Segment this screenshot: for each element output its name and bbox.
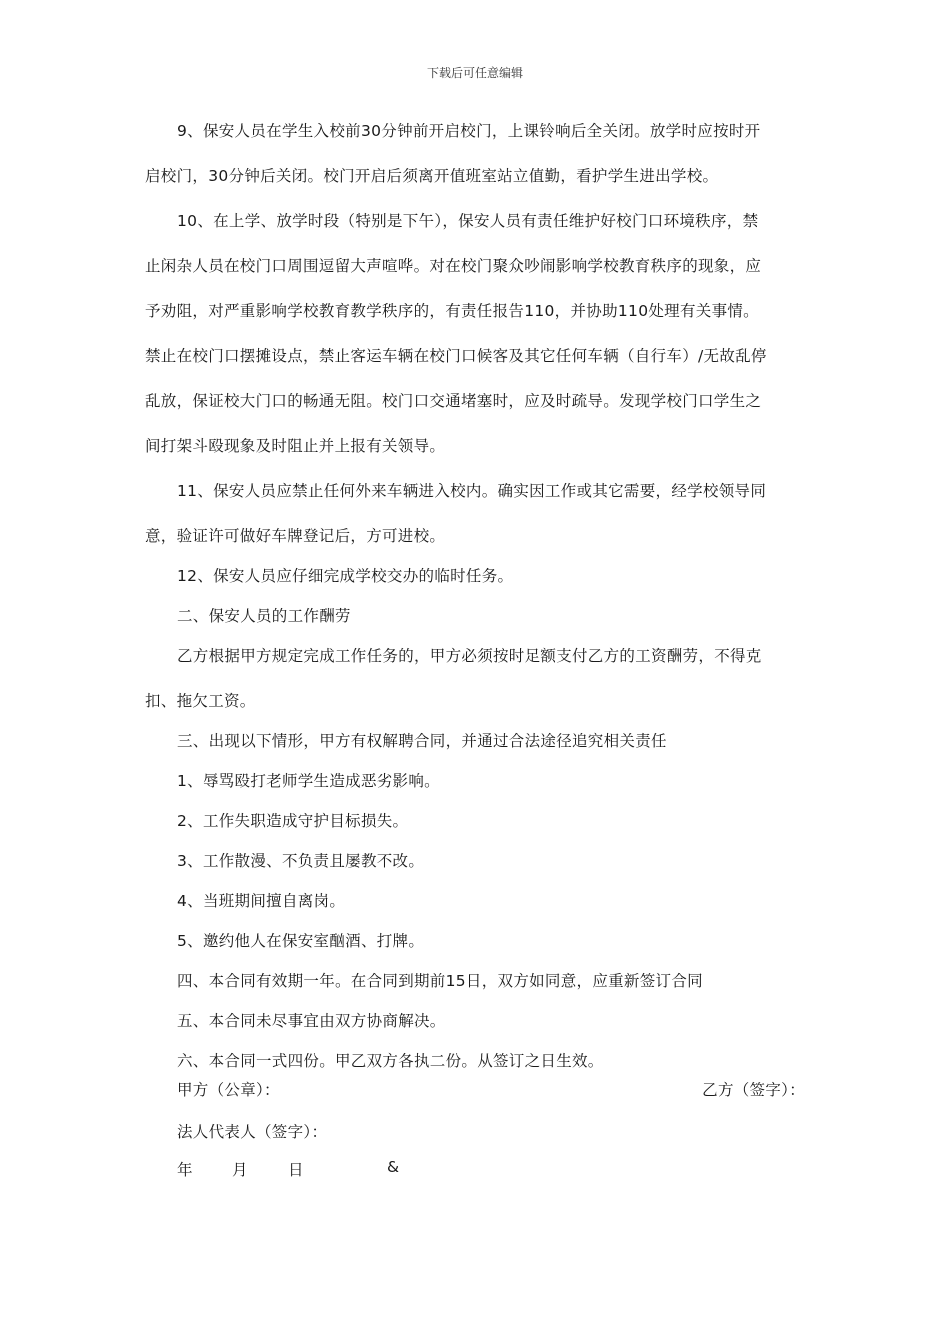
text-line: 五、本合同未尽事宜由双方协商解决。 xyxy=(177,1012,446,1030)
text-line: 3、工作散漫、不负责且屡教不改。 xyxy=(177,852,425,870)
text-line: 六、本合同一式四份。甲乙双方各执二份。从签订之日生效。 xyxy=(177,1052,604,1070)
clause-10 xyxy=(145,210,805,480)
text-line: 扣、拖欠工资。 xyxy=(145,692,256,710)
section-4 xyxy=(145,970,805,1010)
text-line: 启校门，30分钟后关闭。校门开启后须离开值班室站立值勤，看护学生进出学校。 xyxy=(145,167,719,185)
date-mark: & xyxy=(387,1158,400,1176)
text-line: 10、在上学、放学时段（特别是下午），保安人员有责任维护好校门口环境秩序，禁 xyxy=(177,212,759,230)
text-line: 4、当班期间擅自离岗。 xyxy=(177,892,346,910)
text-line: 1、辱骂殴打老师学生造成恶劣影响。 xyxy=(177,772,440,790)
text-line: 二、保安人员的工作酬劳 xyxy=(177,607,351,625)
party-b-sign-label: 乙方（签字）： xyxy=(702,1081,805,1099)
text-line: 禁止在校门口摆摊设点，禁止客运车辆在校门口候客及其它任何车辆（自行车）/无故乱停 xyxy=(145,347,767,365)
legal-rep-sign-label: 法人代表人（签字）： xyxy=(177,1123,328,1141)
text-line: 意，验证许可做好车牌登记后，方可进校。 xyxy=(145,527,446,545)
section-5 xyxy=(145,1010,805,1050)
list-item xyxy=(145,890,805,930)
text-line: 乙方根据甲方规定完成工作任务的，甲方必须按时足额支付乙方的工资酬劳，不得克 xyxy=(177,647,762,665)
party-a-seal-label: 甲方（公章）： xyxy=(177,1081,280,1099)
clause-12 xyxy=(145,565,805,605)
date-day-label: 日 xyxy=(288,1161,304,1179)
clause-9 xyxy=(145,120,805,210)
list-item xyxy=(145,810,805,850)
clause-11 xyxy=(145,480,805,565)
document-body xyxy=(145,120,805,1090)
date-month-label: 月 xyxy=(232,1161,248,1179)
text-line: 11、保安人员应禁止任何外来车辆进入校内。确实因工作或其它需要，经学校领导同 xyxy=(177,482,767,500)
text-line: 止闲杂人员在校门口周围逗留大声喧哗。对在校门聚众吵闹影响学校教育秩序的现象，应 xyxy=(145,257,762,275)
text-line: 间打架斗殴现象及时阻止并上报有关领导。 xyxy=(145,437,446,455)
page-header: 下载后可任意编辑 xyxy=(426,66,523,80)
list-item xyxy=(145,770,805,810)
text-line: 2、工作失职造成守护目标损失。 xyxy=(177,812,409,830)
section-2-body xyxy=(145,645,805,730)
list-item xyxy=(145,850,805,890)
section-2-heading xyxy=(145,605,805,645)
text-line: 予劝阻，对严重影响学校教育教学秩序的，有责任报告110，并协助110处理有关事情。 xyxy=(145,302,759,320)
list-item xyxy=(145,930,805,970)
section-3-heading xyxy=(145,730,805,770)
text-line: 三、出现以下情形，甲方有权解聘合同，并通过合法途径追究相关责任 xyxy=(177,732,667,750)
text-line: 四、本合同有效期一年。在合同到期前15日，双方如同意，应重新签订合同 xyxy=(177,972,703,990)
text-line: 12、保安人员应仔细完成学校交办的临时任务。 xyxy=(177,567,514,585)
text-line: 乱放，保证校大门口的畅通无阻。校门口交通堵塞时，应及时疏导。发现学校门口学生之 xyxy=(145,392,762,410)
text-line: 9、保安人员在学生入校前30分钟前开启校门，上课铃响后全关闭。放学时应按时开 xyxy=(177,122,761,140)
date-year-label: 年 xyxy=(177,1161,193,1179)
text-line: 5、邀约他人在保安室酗酒、打牌。 xyxy=(177,932,425,950)
